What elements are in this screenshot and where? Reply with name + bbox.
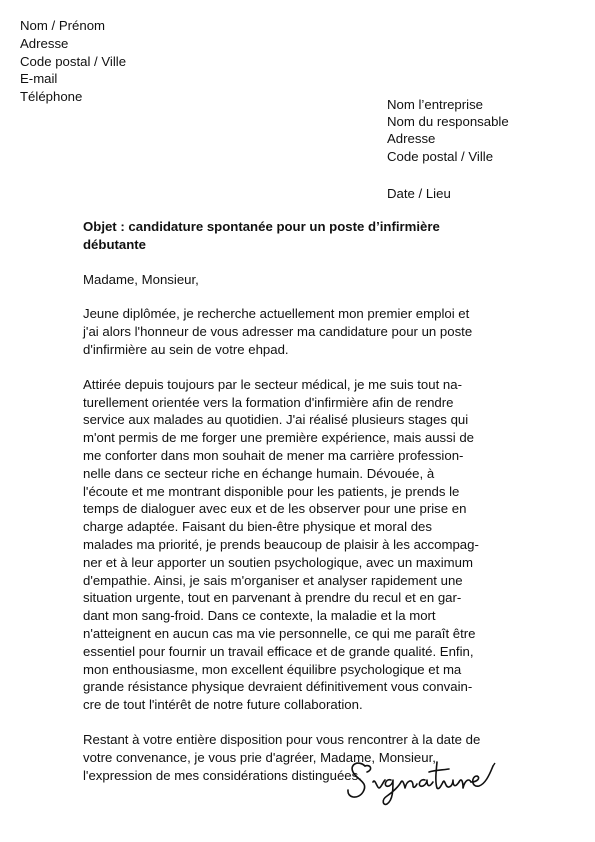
text-line: Restant à votre entière disposition pour vous rencontrer à la date de — [83, 731, 481, 747]
text-line: d'empathie. Ainsi, je sais m'organiser et analyser rapidement une — [83, 572, 463, 588]
recipient-company: Nom l’entreprise — [387, 97, 484, 112]
text-line: malades ma priorité, je prends beaucoup de plaisir à les accompag- — [83, 536, 479, 552]
date-place: Date / Lieu — [387, 186, 451, 201]
text-line: service aux malades au quotidien. J'ai réalisé plusieurs stages qui — [83, 412, 469, 428]
text-line: l'écoute et me montrant disponible pour les patients, je prends le — [83, 483, 460, 499]
sender-email: E-mail — [20, 71, 58, 87]
text-line: grande résistance physique devraient définitivement vous convain- — [83, 679, 473, 695]
sender-block — [20, 17, 126, 106]
sender-postal-city: Code postal / Ville — [20, 53, 127, 69]
salutation: Madame, Monsieur, — [83, 271, 199, 287]
text-line: dant mon sang-froid. Dans ce contexte, la maladie et la mort — [83, 608, 436, 624]
recipient-manager: Nom du responsable — [387, 114, 509, 130]
text-line: j'ai alors l'honneur de vous adresser ma candidature pour un poste — [83, 324, 473, 340]
handwritten-signature — [343, 752, 503, 812]
text-line: cre de tout l'intérêt de notre future collaboration. — [83, 697, 363, 713]
text-line: Attirée depuis toujours par le secteur médical, je me suis tout na- — [83, 376, 462, 392]
text-line: m'ont permis de me forger une première expérience, mais aussi de — [83, 430, 474, 446]
sender-address: Adresse — [20, 35, 69, 51]
text-line: Jeune diplômée, je recherche actuellement mon premier emploi et — [83, 306, 470, 322]
text-line: votre convenance, je vous prie d'agréer, Madame, Monsieur, — [83, 749, 436, 765]
text-line: me conforter dans mon souhait de mener ma carrière profession- — [83, 447, 464, 463]
recipient-postal-city: Code postal / Ville — [387, 148, 494, 164]
paragraph-motivation — [83, 376, 513, 714]
letter-body — [83, 218, 513, 801]
text-line: ner et à leur apporter un soutien psychologique, avec un maximum — [83, 554, 473, 570]
subject-line — [83, 218, 513, 254]
text-line: essentiel pour fournir un travail efficace et de grande qualité. Enfin, — [83, 643, 474, 659]
text-line: l'expression de mes considérations distinguées. — [83, 767, 362, 783]
text-line: nelle dans ce secteur riche en échange humain. Dévouée, à — [83, 465, 435, 481]
text-line: temps de dialoguer avec eux et de les observer pour une prise en — [83, 501, 467, 517]
subject-line-2: débutante — [83, 236, 147, 252]
signature-drawing — [343, 752, 503, 812]
text-line: turellement orientée vers la formation d'infirmière afin de rendre — [83, 394, 454, 410]
recipient-address: Adresse — [387, 131, 436, 147]
text-line: n'atteignent en aucun cas ma vie personnelle, ce qui me paraît être — [83, 625, 476, 641]
text-line: charge adaptée. Faisant du bien-être physique et moral des — [83, 519, 432, 535]
text-line: mon enthousiasme, mon excellent équilibre psychologique et ma — [83, 661, 462, 677]
sender-name: Nom / Prénom — [20, 18, 106, 33]
subject-line-1: Objet : candidature spontanée pour un poste d’infirmière — [83, 219, 440, 234]
text-line: d'infirmière au sein de votre ehpad. — [83, 341, 289, 357]
recipient-block — [387, 96, 509, 165]
sender-phone: Téléphone — [20, 89, 83, 105]
paragraph-intro — [83, 305, 513, 358]
text-line: situation urgente, tout en parvenant à prendre du recul et en gar- — [83, 590, 462, 606]
